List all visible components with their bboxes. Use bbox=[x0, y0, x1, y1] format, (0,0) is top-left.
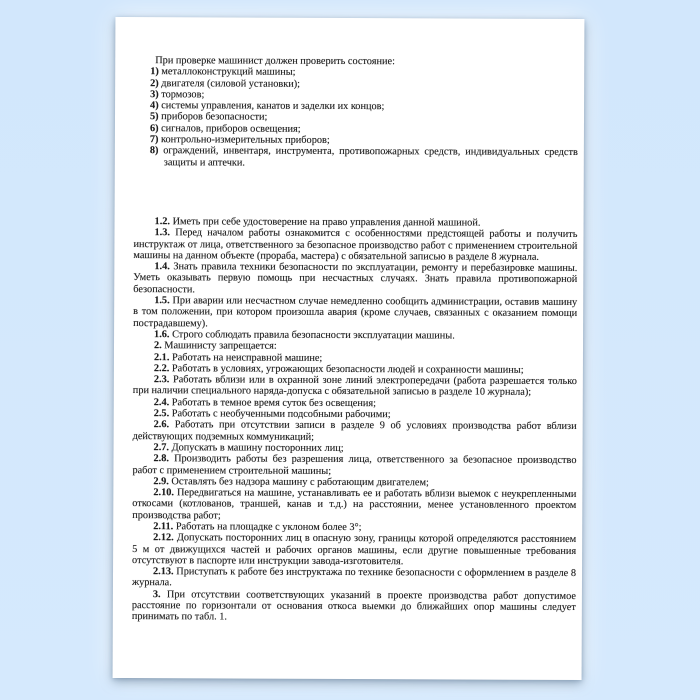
rule-paragraph-text: Производить работы без разрешения лица, ответственного за безопасное производство работ с применением строительной машины; bbox=[132, 453, 577, 477]
checklist-item-number: 5) bbox=[149, 111, 159, 123]
rule-paragraph-number: 2.11. bbox=[153, 521, 174, 533]
checklist-item-text: системы управления, канатов и заделки их концов; bbox=[161, 100, 385, 113]
rule-paragraph bbox=[132, 487, 576, 523]
rule-paragraph-text: Допускать посторонних лиц в опасную зону, границы которой определяются расстоянием 5 м от движущихся частей и рабочих органов машины, если другие повышенные требования отсутствуют в паспорте или инструкции завода-изготовителя. bbox=[132, 532, 577, 568]
checklist-item-text: металлоконструкций машины; bbox=[161, 66, 296, 79]
rule-paragraph-number: 2.7. bbox=[153, 442, 170, 454]
rule-paragraph-number: 1.5. bbox=[154, 295, 170, 307]
rule-paragraph bbox=[133, 261, 577, 297]
page-text bbox=[132, 55, 578, 625]
rule-paragraph-text: Приступать к работе без инструктажа по технике безопасности с оформлением в разделе 8 журнала. bbox=[131, 566, 577, 589]
rule-paragraph-text: При аварии или несчастном случае немедленно сообщить администрации, оставив машину в том положении, при котором произошла авария (кроме случаев, связанных с оказанием помощи пострадавшему). bbox=[133, 295, 578, 330]
checklist-item-text: ограждений, инвентаря, инструмента, противопожарных средств, индивидуальных средств защиты и аптечки. bbox=[163, 145, 578, 169]
rule-paragraph-text: При отсутствии соответствующих указаний в проекте производства работ допустимое расстояние по горизонтали от основания откоса выемки до ближайших опор машины следует принимать по табл. 1. bbox=[131, 588, 576, 623]
checklist-item-number: 8) bbox=[149, 145, 159, 157]
rule-paragraph-number: 2.8. bbox=[153, 453, 169, 465]
rule-paragraph-text: Строго соблюдать правила безопасности эксплуатации машины. bbox=[172, 329, 455, 342]
rule-paragraph-text: Оставлять без надзора машину с работающим двигателем; bbox=[171, 476, 429, 489]
checklist-item-number: 1) bbox=[150, 66, 159, 78]
checklist-item-text: контрольно-измерительных приборов; bbox=[161, 134, 330, 146]
rule-paragraph-text: Работать в темное время суток без освещения; bbox=[171, 396, 377, 409]
rule-paragraph bbox=[132, 453, 576, 478]
rule-paragraph-number: 2.4. bbox=[153, 396, 170, 408]
rule-paragraph-text: Работать в условиях, угрожающих безопасности людей и сохранности машины; bbox=[171, 363, 524, 376]
checklist-item-number: 3) bbox=[150, 89, 159, 101]
rule-paragraph-number: 1.4. bbox=[154, 261, 170, 273]
rule-paragraph-number: 2.3. bbox=[153, 374, 170, 386]
checklist-item-text: приборов безопасности; bbox=[161, 111, 268, 124]
rule-paragraph-number: 2.12. bbox=[153, 532, 174, 544]
rule-paragraph-text: Допускать в машину посторонних лиц; bbox=[171, 442, 344, 454]
rule-paragraph-number: 2.5. bbox=[153, 408, 170, 420]
inspection-intro: При проверке машинист должен проверить состояние: bbox=[155, 55, 395, 68]
rule-paragraph-text: Машинисту запрещается: bbox=[164, 340, 277, 352]
rule-paragraph bbox=[132, 566, 576, 591]
rule-paragraph-text: Передвигаться на машине, устанавливать ее и работать вблизи выемок с неукрепленными откосами (котлованов, траншей, канав и т.д.) на расстоянии, менее установленного проектом производства работ; bbox=[132, 487, 577, 522]
rule-paragraph bbox=[133, 227, 577, 263]
rule-paragraph bbox=[133, 295, 577, 331]
rule-paragraph-number: 2.6. bbox=[153, 419, 170, 431]
rule-paragraph-text: Работать с необученными подсобными рабочими; bbox=[171, 408, 391, 421]
document-page bbox=[113, 17, 585, 680]
checklist-item-text: двигателя (силовой установки); bbox=[161, 77, 301, 90]
checklist-item-text: сигналов, приборов освещения; bbox=[161, 122, 301, 135]
checklist-item-number: 4) bbox=[150, 100, 159, 112]
checklist-item-number: 7) bbox=[149, 134, 159, 146]
checklist-item-text: тормозов; bbox=[161, 89, 205, 101]
rule-paragraph-number: 1.3. bbox=[154, 227, 170, 239]
rule-paragraph-text: Иметь при себе удостоверение на право управления данной машиной. bbox=[172, 216, 481, 229]
rule-paragraph-number: 2.13. bbox=[152, 566, 174, 578]
rule-paragraph-number: 1.2. bbox=[154, 216, 171, 228]
rule-paragraph-number: 2.9. bbox=[153, 475, 169, 488]
rule-paragraph-text: Работать при отсутствии записи в разделе 9 об условиях производства работ вблизи действующих подземных коммуникаций; bbox=[132, 419, 577, 443]
checklist-item-number: 6) bbox=[149, 122, 159, 134]
rule-paragraph-number: 2.1. bbox=[153, 351, 170, 363]
rule-paragraph bbox=[132, 589, 576, 625]
rule-paragraph-text: Перед началом работы ознакомится с особенностями предстоящей работы и получить инструктаж от лица, ответственного за безопасное производство работ с применением строительной машины на данном объекте (прораба, мастера) с обязательной записью в разделе 8 журнала. bbox=[133, 227, 578, 263]
rule-paragraph bbox=[133, 374, 577, 399]
checklist-item bbox=[134, 145, 578, 170]
rule-paragraph-number: 3. bbox=[152, 588, 161, 600]
checklist-item-number: 2) bbox=[150, 77, 159, 89]
rule-paragraph-number: 2.2. bbox=[153, 362, 170, 375]
rule-paragraph-text: Работать на площадке с уклоном более 3°; bbox=[175, 521, 362, 534]
rules-paragraphs bbox=[132, 216, 578, 625]
inspection-checklist bbox=[134, 66, 578, 170]
rule-paragraph-text: Знать правила техники безопасности по эксплуатации, ремонту и перебазировке машины. Уметь оказывать первую помощь при несчастных случаях. Знать правила противопожарной безопасности. bbox=[133, 261, 578, 296]
rule-paragraph bbox=[132, 532, 576, 568]
rule-paragraph-text: Работать на неисправной машине; bbox=[171, 351, 323, 364]
rule-paragraph-number: 2.10. bbox=[153, 487, 174, 499]
rule-paragraph bbox=[133, 419, 577, 444]
rule-paragraph-text: Работать вблизи или в охранной зоне линий электропередачи (работа разрешается только при наличии специального наряда-допуска с обязательной записью в разделе 10 журнала); bbox=[132, 374, 577, 399]
rule-paragraph-number: 2. bbox=[153, 340, 162, 352]
rule-paragraph-number: 1.6. bbox=[154, 329, 170, 341]
